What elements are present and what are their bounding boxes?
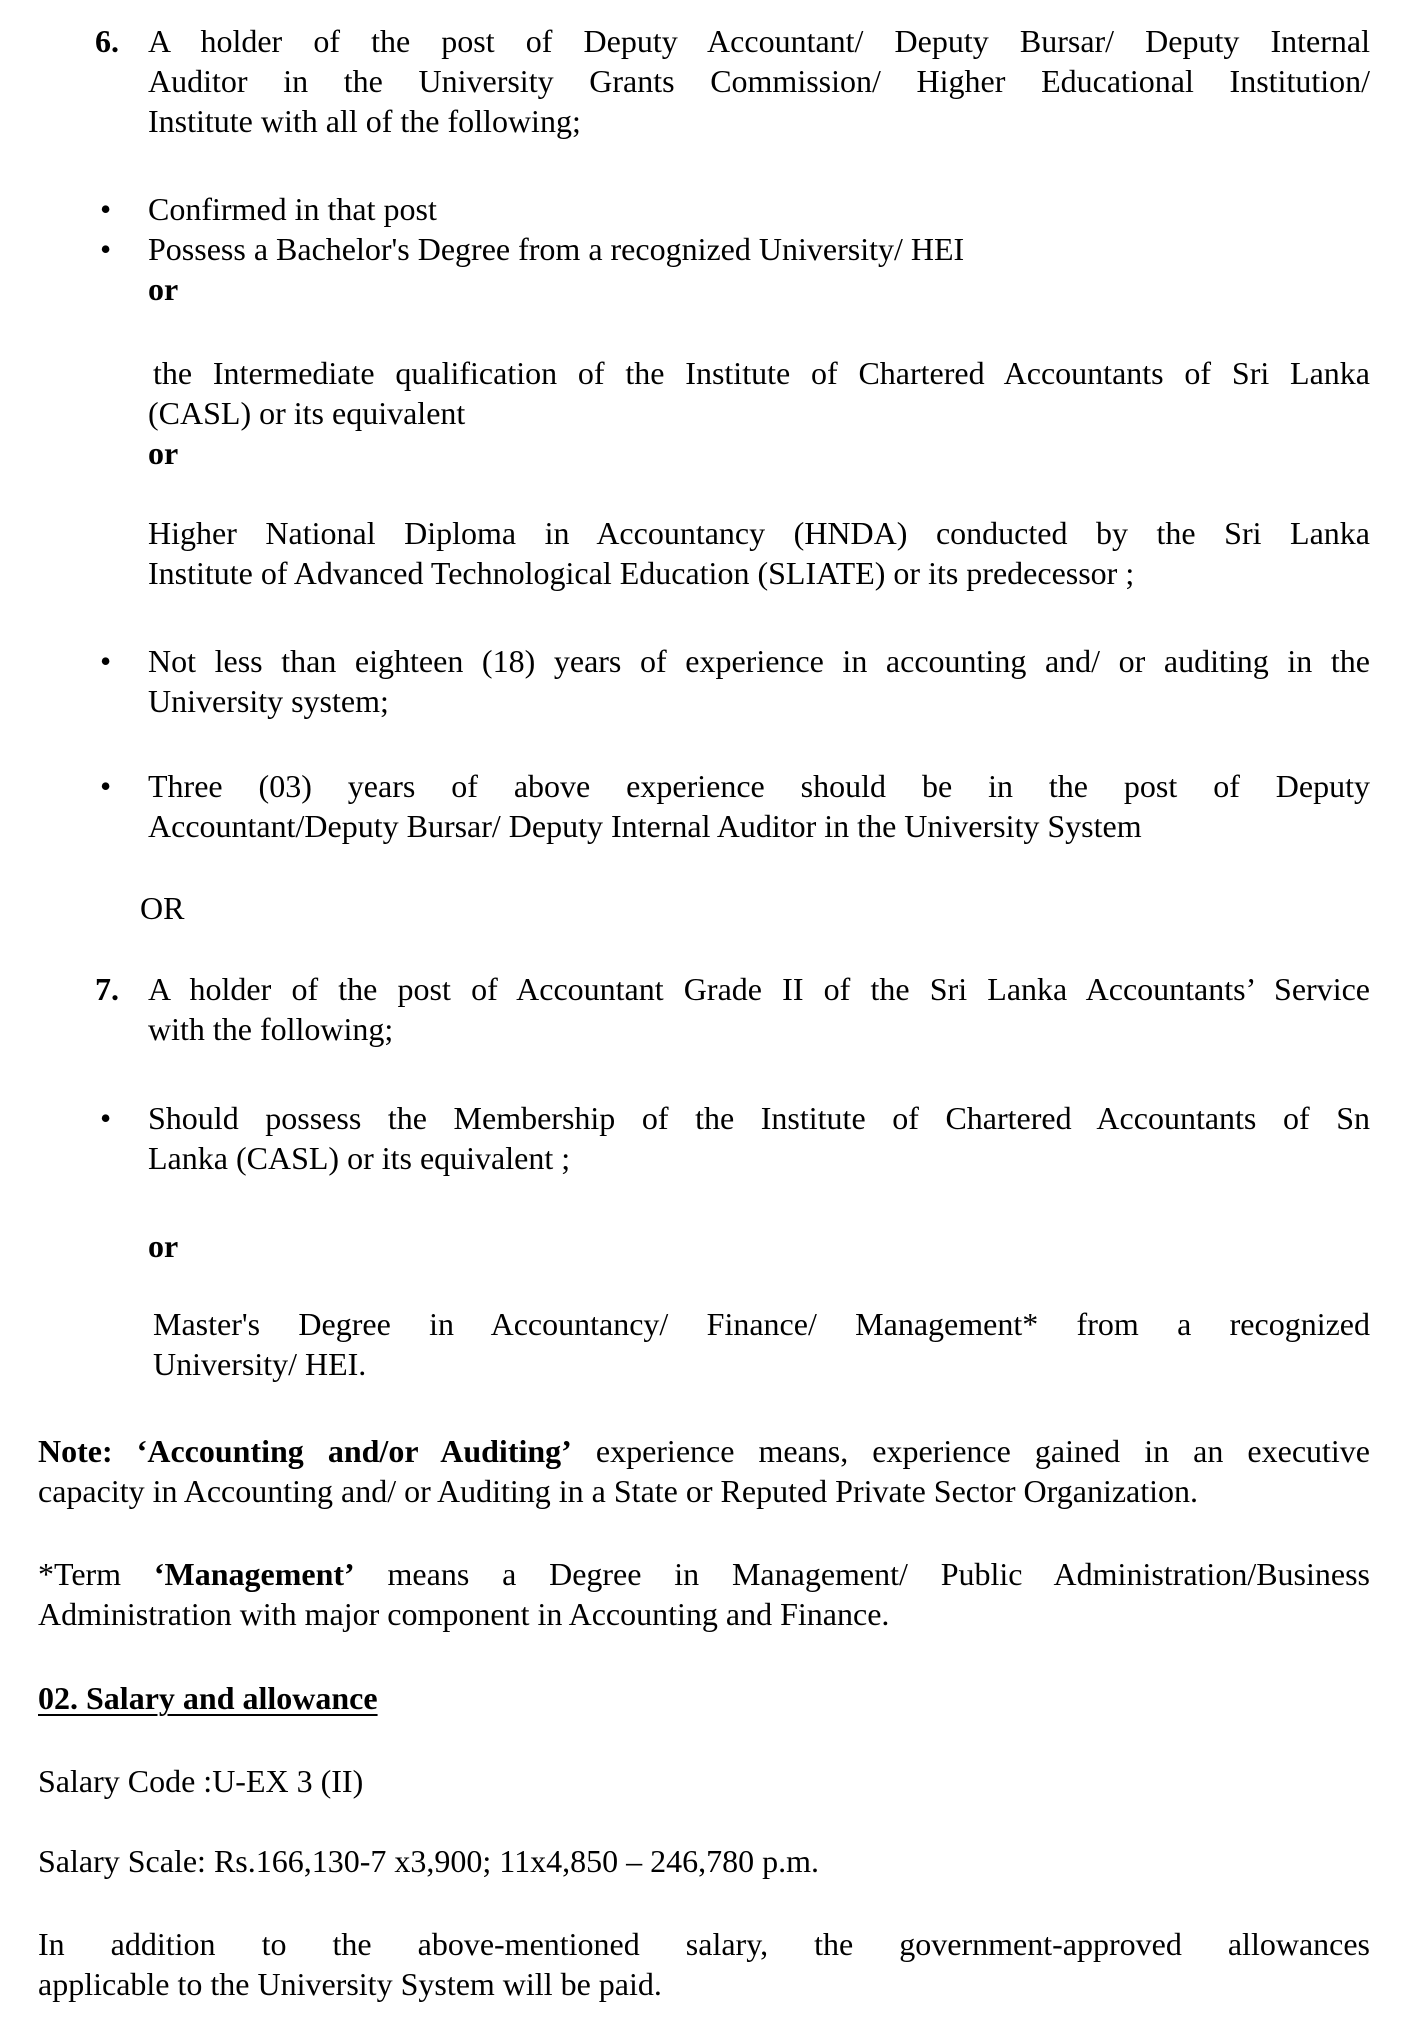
section-heading-salary: [38, 1678, 1370, 1718]
text-line: Lanka (CASL) or its equivalent ;: [148, 1140, 571, 1176]
bullet-text: Not less than eighteen (18) years of experience in accounting and/ or auditing in the: [148, 643, 1370, 679]
text-line: [100, 641, 1370, 681]
term-label: *Term: [38, 1556, 122, 1592]
bullet-item-membership: [100, 1098, 1370, 1178]
heading-text: 02. Salary and allowance: [38, 1680, 378, 1716]
bullet-item-three-years: [100, 766, 1370, 846]
para-note: [38, 1431, 1370, 1511]
text-line: Higher National Diploma in Accountancy (HNDA) conducted by the Sri Lanka: [148, 515, 1370, 551]
text-line: (CASL) or its equivalent: [148, 395, 466, 431]
text-line: A holder of the post of Accountant Grade II of the Sri Lanka Accountants’ Service: [148, 971, 1370, 1007]
note-rest: experience means, experience gained in an executive: [595, 1433, 1370, 1469]
or-divider: [140, 888, 1370, 928]
text-line: Auditor in the University Grants Commission/ Higher Educational Institution/: [148, 63, 1370, 99]
text-line: capacity in Accounting and/ or Auditing in a State or Reputed Private Sector Organization.: [38, 1473, 1199, 1509]
para-hnda: [148, 513, 1370, 593]
text-line: University/ HEI.: [153, 1346, 367, 1382]
bullet-text: Should possess the Membership of the Institute of Chartered Accountants of Sn: [148, 1100, 1370, 1136]
term-rest: means a Degree in Management/ Public Administration/Business: [387, 1556, 1371, 1592]
para-salary-scale: [38, 1841, 1370, 1881]
list-item-7: [95, 969, 1370, 1049]
note-bold-phrase: ‘Accounting and/or Auditing’: [136, 1433, 572, 1469]
text-line: Institute with all of the following;: [148, 103, 581, 139]
bullet-group-qualifications: [100, 189, 1370, 309]
text-line: [38, 1554, 1370, 1594]
text-line: Accountant/Deputy Bursar/ Deputy Internal Auditor in the University System: [148, 808, 1142, 844]
bullet-text: Confirmed in that post: [148, 191, 437, 227]
text-line: A holder of the post of Deputy Accountant/ Deputy Bursar/ Deputy Internal: [148, 23, 1370, 59]
or-connector-3: or: [148, 1228, 179, 1264]
bullet-icon: •: [100, 1100, 112, 1136]
para-term-management: [38, 1554, 1370, 1634]
bullet-icon: •: [100, 643, 112, 679]
para-masters-degree: [148, 1304, 1370, 1384]
text-line: University system;: [148, 683, 389, 719]
text-line: [100, 1098, 1370, 1138]
para-salary-code: [38, 1761, 1370, 1801]
text-line: Administration with major component in Accounting and Finance.: [38, 1596, 890, 1632]
list-item-6: [95, 21, 1370, 141]
term-bold-phrase: ‘Management’: [153, 1556, 355, 1592]
text-line: with the following;: [148, 1011, 394, 1047]
salary-scale-text: Salary Scale: Rs.166,130-7 x3,900; 11x4,850 – 246,780 p.m.: [38, 1843, 819, 1879]
note-label: Note:: [38, 1433, 113, 1469]
or-divider-text: OR: [140, 890, 185, 926]
bullet-icon: •: [100, 231, 112, 267]
item-number: 6.: [95, 23, 119, 59]
text-line: Master's Degree in Accountancy/ Finance/ Management* from a recognized: [153, 1306, 1370, 1342]
text-line: In addition to the above-mentioned salary, the government-approved allowances: [38, 1926, 1370, 1962]
bullet-icon: •: [100, 768, 112, 804]
text-line: the Intermediate qualification of the Institute of Chartered Accountants of Sri Lanka: [153, 355, 1370, 391]
bullet-text: Three (03) years of above experience should be in the post of Deputy: [148, 768, 1370, 804]
salary-code-text: Salary Code :U-EX 3 (II): [38, 1763, 364, 1799]
text-line: applicable to the University System will be paid.: [38, 1966, 662, 2002]
item-number: 7.: [95, 971, 119, 1007]
bullet-icon: •: [100, 191, 112, 227]
para-intermediate-qualification: [148, 353, 1370, 473]
bullet-text: Possess a Bachelor's Degree from a recognized University/ HEI: [148, 231, 965, 267]
text-line: [100, 766, 1370, 806]
bullet-item-confirmed: [100, 189, 1370, 229]
para-allowances: [38, 1924, 1370, 2004]
or-connector-3-wrap: [148, 1226, 1370, 1266]
text-line: Institute of Advanced Technological Education (SLIATE) or its predecessor ;: [148, 555, 1135, 591]
or-connector-2: or: [148, 435, 179, 471]
bullet-item-degree: [100, 229, 1370, 269]
bullet-item-experience: [100, 641, 1370, 721]
or-connector-1: or: [148, 271, 179, 307]
text-line: [38, 1431, 1370, 1471]
